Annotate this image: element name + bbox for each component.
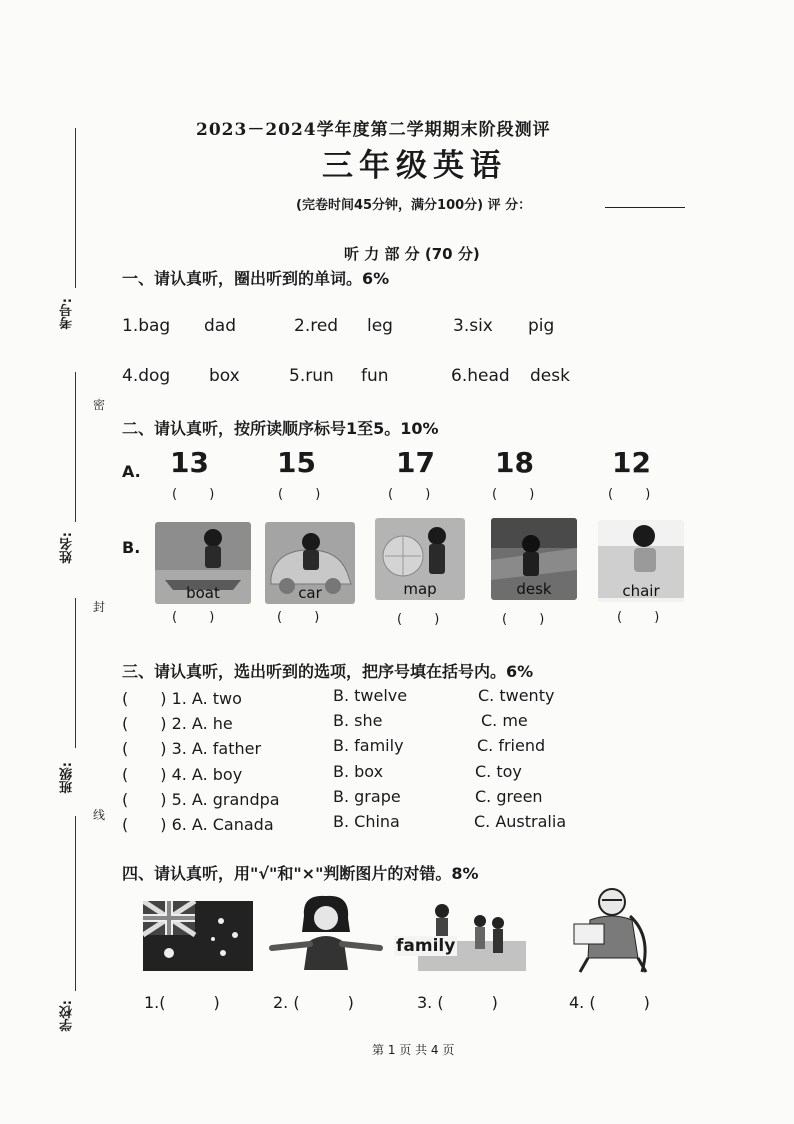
sec3-question[interactable]: ( ) 3. A. father xyxy=(122,739,262,758)
sec3-question[interactable]: ( ) 2. A. he xyxy=(122,714,233,733)
picture-label: boat xyxy=(186,584,220,602)
seal-char-feng: 封 xyxy=(93,600,106,614)
sec3-option-c: C. toy xyxy=(475,762,522,781)
sec3-question[interactable]: ( ) 5. A. grandpa xyxy=(122,790,280,809)
sec1-word[interactable]: fun xyxy=(361,366,389,386)
binding-line-1 xyxy=(75,128,76,288)
sec3-option-b: B. family xyxy=(333,736,404,755)
sec1-word[interactable]: leg xyxy=(367,316,393,336)
answer-paren[interactable]: ( ) xyxy=(278,487,335,502)
part-b-label: B. xyxy=(122,538,141,557)
picture-car xyxy=(265,522,355,604)
sec3-option-b: B. she xyxy=(333,711,383,730)
answer-paren[interactable]: ( ) xyxy=(172,610,229,625)
sec4-answer[interactable]: 4. ( ) xyxy=(569,993,650,1012)
part-a-label: A. xyxy=(122,462,141,481)
answer-paren[interactable]: ( ) xyxy=(502,612,559,627)
sec1-word[interactable]: 5.run xyxy=(289,366,334,386)
answer-paren[interactable]: ( ) xyxy=(172,487,229,502)
sec1-word[interactable]: 4.dog xyxy=(122,366,171,386)
sec3-question[interactable]: ( ) 1. A. two xyxy=(122,689,242,708)
sec1-word[interactable]: 6.head xyxy=(451,366,510,386)
seal-char-xian: 线 xyxy=(93,808,106,822)
sec3-option-c: C. me xyxy=(481,711,528,730)
answer-paren[interactable]: ( ) xyxy=(277,610,334,625)
sec3-option-c: C. green xyxy=(475,787,543,806)
sec4-answer[interactable]: 3. ( ) xyxy=(417,993,498,1012)
sec2-number: 15 xyxy=(277,446,316,479)
sec3-option-b: B. twelve xyxy=(333,686,408,705)
section-2-heading: 二、请认真听，按所读顺序标号1至5。10% xyxy=(122,419,439,438)
picture-desk xyxy=(491,518,577,600)
sec2-number: 18 xyxy=(495,446,534,479)
seal-char-mi: 密 xyxy=(93,398,106,412)
sec2-number: 17 xyxy=(396,446,435,479)
picture-label: chair xyxy=(622,582,660,600)
sec3-option-c: C. twenty xyxy=(478,686,555,705)
label-school: 学校: xyxy=(60,1000,75,1032)
answer-paren[interactable]: ( ) xyxy=(388,487,445,502)
grandpa-reading-icon xyxy=(568,886,652,974)
label-class: 班级: xyxy=(60,762,75,794)
exam-info: (完卷时间45分钟，满分100分) 评 分： xyxy=(296,198,532,213)
answer-paren[interactable]: ( ) xyxy=(492,487,549,502)
label-name: 姓名: xyxy=(60,532,75,564)
sec1-word[interactable]: 1.bag xyxy=(122,316,171,336)
page-footer: 第 1 页 共 4 页 xyxy=(372,1043,455,1057)
sec4-answer[interactable]: 1.( ) xyxy=(144,993,220,1012)
sec1-word[interactable]: 2.red xyxy=(294,316,339,336)
answer-paren[interactable]: ( ) xyxy=(617,610,674,625)
sec1-word[interactable]: desk xyxy=(530,366,570,386)
picture-label: desk xyxy=(516,580,552,598)
sec2-number: 13 xyxy=(170,446,209,479)
section-1-heading: 一、请认真听，圈出听到的单词。6% xyxy=(122,269,390,288)
binding-line-3 xyxy=(75,598,76,748)
score-blank[interactable] xyxy=(605,207,685,208)
picture-map xyxy=(375,518,465,600)
picture-boat xyxy=(155,522,251,604)
listening-title: 听 力 部 分 (70 分) xyxy=(344,245,480,263)
sec3-option-b: B. box xyxy=(333,762,384,781)
sec3-option-b: B. China xyxy=(333,812,400,831)
picture-label: car xyxy=(298,584,322,602)
australia-flag-icon xyxy=(143,901,253,971)
binding-line-2 xyxy=(75,372,76,522)
subject-title: 三年级英语 xyxy=(322,148,507,184)
section-3-heading: 三、请认真听，选出听到的选项，把序号填在括号内。6% xyxy=(122,662,534,681)
sec3-option-c: C. Australia xyxy=(474,812,567,831)
binding-line-4 xyxy=(75,816,76,991)
sec1-word[interactable]: box xyxy=(209,366,240,386)
sec4-answer[interactable]: 2. ( ) xyxy=(273,993,354,1012)
girl-waving-icon xyxy=(268,894,384,970)
term-title: 2023－2024学年度第二学期期末阶段测评 xyxy=(196,120,551,140)
answer-paren[interactable]: ( ) xyxy=(608,487,665,502)
picture-chair xyxy=(598,520,684,602)
picture-label: map xyxy=(403,580,437,598)
label-exam-number: 考号: xyxy=(60,298,75,330)
sec3-question[interactable]: ( ) 6. A. Canada xyxy=(122,815,274,834)
sec3-question[interactable]: ( ) 4. A. boy xyxy=(122,765,243,784)
answer-paren[interactable]: ( ) xyxy=(397,612,454,627)
sec1-word[interactable]: pig xyxy=(528,316,555,336)
family-caption: family xyxy=(396,936,456,956)
sec3-option-b: B. grape xyxy=(333,787,401,806)
sec3-option-c: C. friend xyxy=(477,736,546,755)
sec2-number: 12 xyxy=(612,446,651,479)
sec1-word[interactable]: 3.six xyxy=(453,316,493,336)
section-4-heading: 四、请认真听，用"√"和"×"判断图片的对错。8% xyxy=(122,864,479,883)
sec1-word[interactable]: dad xyxy=(204,316,236,336)
